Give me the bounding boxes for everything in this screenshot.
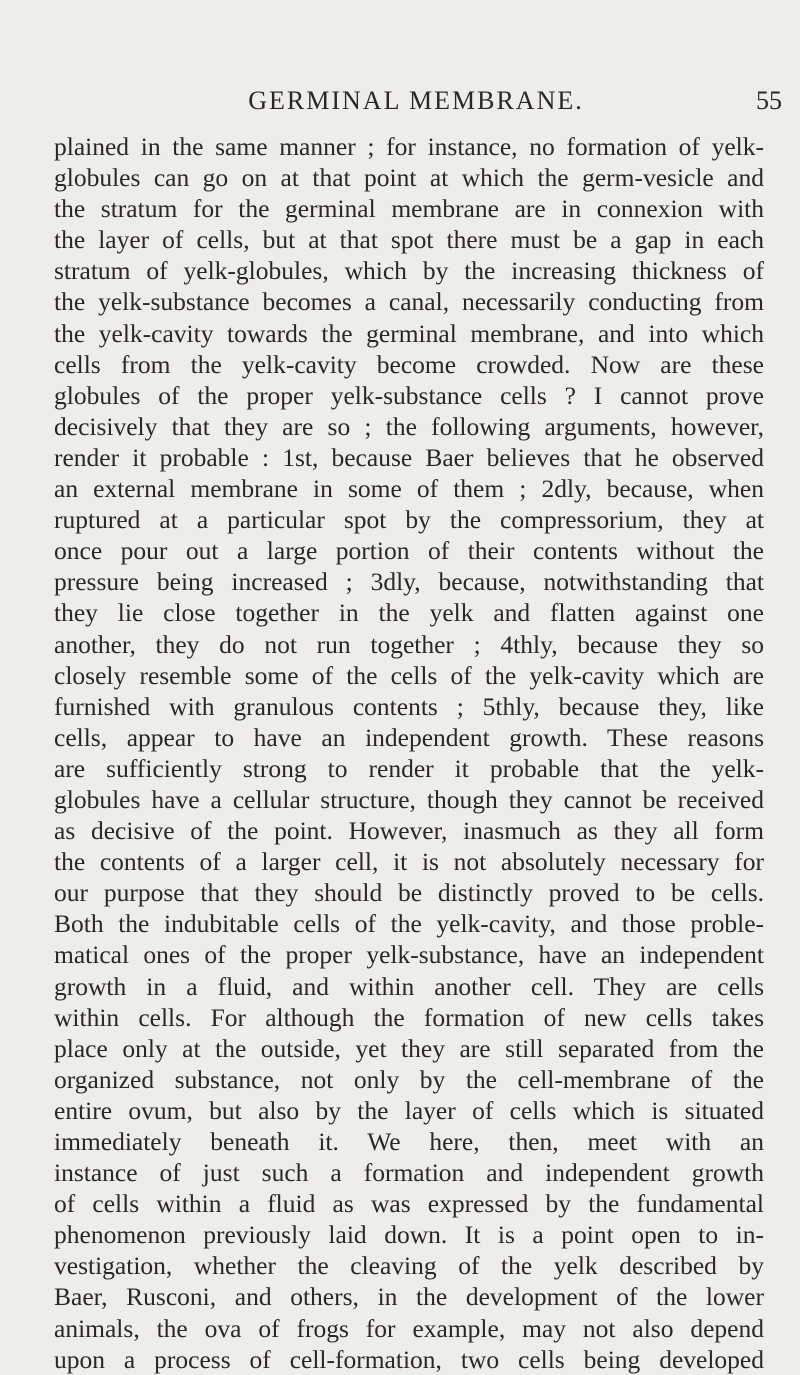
text-line: as decisive of the point. However, inasmuch as they all form (54, 816, 764, 846)
text-line: cells, appear to have an independent growth. These reasons (54, 722, 764, 752)
text-line: vestigation, whether the cleaving of the yelk described by (54, 1251, 764, 1281)
text-line: render it probable : 1st, because Baer believes that he observed (54, 442, 764, 472)
text-line: organized substance, not only by the cell-membrane of the (54, 1064, 764, 1094)
text-line: ruptured at a particular spot by the compressorium, they at (54, 505, 764, 535)
text-line: globules have a cellular structure, though they cannot be received (54, 784, 764, 814)
text-line: decisively that they are so ; the following arguments, however, (54, 411, 764, 441)
text-line: are sufficiently strong to render it probable that the yelk- (54, 753, 764, 783)
running-title: GERMINAL MEMBRANE. (248, 86, 584, 115)
text-line: matical ones of the proper yelk-substance, have an independent (54, 940, 764, 970)
text-line: globules can go on at that point at which the germ-vesicle and (54, 163, 764, 193)
text-line: place only at the outside, yet they are still separated from the (54, 1033, 764, 1063)
text-line: animals, the ova of frogs for example, may not also depend (54, 1313, 764, 1343)
text-line: phenomenon previously laid down. It is a point open to in- (54, 1220, 764, 1250)
text-line: growth in a fluid, and within another cell. They are cells (54, 971, 764, 1001)
text-line: entire ovum, but also by the layer of cells which is situated (54, 1095, 764, 1125)
text-line: once pour out a large portion of their contents without the (54, 536, 764, 566)
text-line: upon a process of cell-formation, two cells being developed (54, 1344, 764, 1374)
text-line: an external membrane in some of them ; 2dly, because, when (54, 474, 764, 504)
text-line: stratum of yelk-globules, which by the increasing thickness of (54, 256, 764, 286)
text-line: they lie close together in the yelk and flatten against one (54, 598, 764, 628)
text-line: immediately beneath it. We here, then, meet with an (54, 1127, 764, 1156)
running-head (70, 86, 782, 120)
text-line: the layer of cells, but at that spot there must be a gap in each (54, 225, 764, 255)
text-line: instance of just such a formation and independent growth (54, 1158, 764, 1188)
text-line: the contents of a larger cell, it is not absolutely necessary for (54, 847, 764, 877)
text-line: globules of the proper yelk-substance cells ? I cannot prove (54, 380, 764, 410)
text-line: cells from the yelk-cavity become crowded. Now are these (54, 349, 764, 379)
text-line: our purpose that they should be distinctly proved to be cells. (54, 878, 764, 908)
text-line: the yelk-substance becomes a canal, necessarily conducting from (54, 287, 764, 317)
text-line: plained in the same manner ; for instance, no formation of yelk- (54, 132, 764, 161)
text-line: pressure being increased ; 3dly, because, notwithstanding that (54, 567, 764, 597)
text-line: Both the indubitable cells of the yelk-cavity, and those proble- (54, 909, 764, 939)
text-line: Baer, Rusconi, and others, in the development of the lower (54, 1282, 764, 1312)
text-line: the yelk-cavity towards the germinal membrane, and into which (54, 318, 764, 348)
text-line: within cells. For although the formation of new cells takes (54, 1002, 764, 1032)
page-number: 55 (756, 86, 782, 115)
text-line: of cells within a fluid as was expressed by the fundamental (54, 1189, 764, 1219)
text-line: another, they do not run together ; 4thly, because they so (54, 629, 764, 659)
text-line: furnished with granulous contents ; 5thly, because they, like (54, 691, 764, 721)
text-line: closely resemble some of the cells of the yelk-cavity which are (54, 660, 764, 690)
text-line: the stratum for the germinal membrane are in connexion with (54, 194, 764, 224)
body-text (54, 131, 764, 1375)
